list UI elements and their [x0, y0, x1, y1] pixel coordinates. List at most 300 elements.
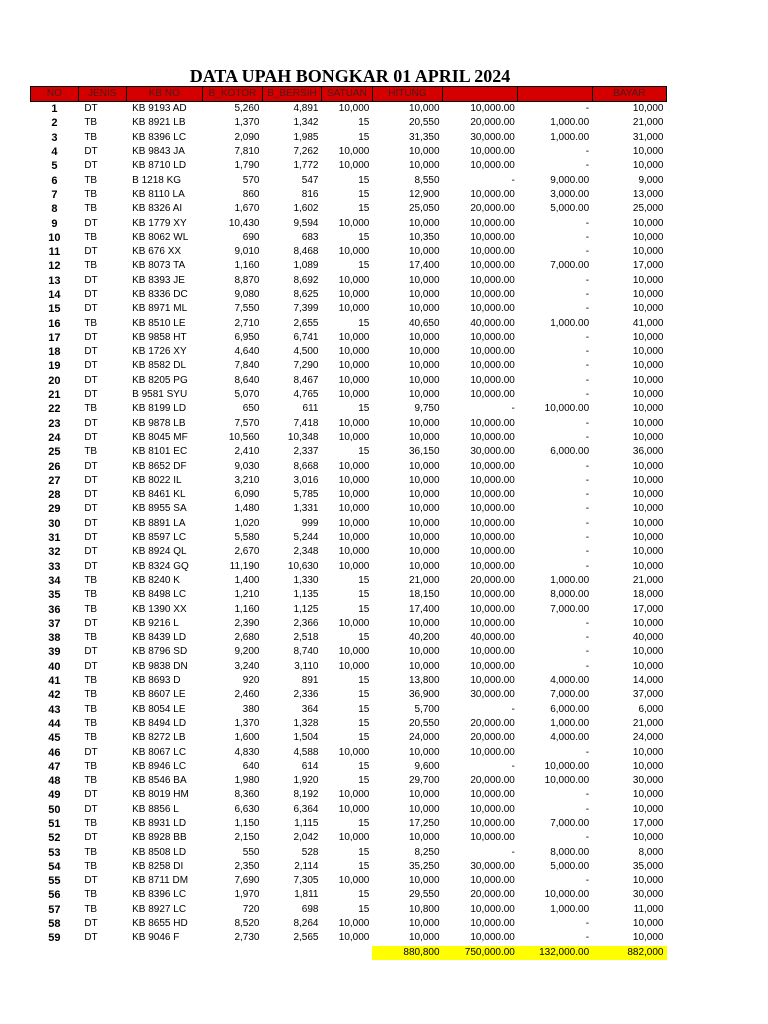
cell-bayar[interactable]: 10,000	[632, 431, 664, 443]
cell-jenis[interactable]: TB	[84, 260, 98, 272]
cell-no[interactable]: 41	[48, 675, 61, 688]
col-header-kb-no[interactable]: KB NO	[126, 87, 202, 102]
cell-b-kotor[interactable]: 4,640	[234, 346, 260, 358]
cell-jenis[interactable]: TB	[84, 632, 98, 644]
cell-amount-1[interactable]: 20,000.00	[470, 203, 515, 215]
cell-b-kotor[interactable]: 4,830	[234, 746, 260, 758]
cell-hitung[interactable]: 29,550	[408, 889, 440, 901]
cell-bayar[interactable]: 10,000	[632, 303, 664, 315]
cell-amount-2[interactable]: -	[585, 746, 590, 758]
cell-hitung[interactable]: 10,000	[408, 460, 440, 472]
cell-satuan[interactable]: 15	[358, 675, 370, 687]
cell-satuan[interactable]: 10,000	[338, 832, 370, 844]
cell-b-kotor[interactable]: 10,560	[228, 431, 260, 443]
cell-jenis[interactable]: DT	[84, 389, 98, 401]
cell-satuan[interactable]: 10,000	[338, 146, 370, 158]
cell-amount-2[interactable]: -	[585, 103, 590, 115]
cell-kb-no[interactable]: KB 8393 JE	[132, 274, 185, 286]
cell-b-bersih[interactable]: 1,115	[294, 817, 319, 829]
cell-kb-no[interactable]: KB 8924 QL	[132, 546, 187, 558]
cell-satuan[interactable]: 15	[358, 574, 370, 586]
cell-amount-1[interactable]: -	[511, 703, 515, 715]
cell-b-kotor[interactable]: 8,360	[234, 789, 260, 801]
cell-bayar[interactable]: 17,000	[632, 260, 664, 272]
cell-no[interactable]: 40	[48, 660, 61, 673]
cell-b-kotor[interactable]: 2,460	[234, 689, 260, 701]
cell-b-bersih[interactable]: 1,331	[293, 503, 319, 515]
cell-jenis[interactable]: DT	[84, 160, 98, 172]
cell-hitung[interactable]: 10,000	[408, 146, 440, 158]
cell-b-kotor[interactable]: 1,370	[234, 117, 260, 129]
cell-amount-1[interactable]: 10,000.00	[470, 460, 515, 472]
cell-jenis[interactable]: DT	[84, 274, 98, 286]
cell-satuan[interactable]: 15	[358, 632, 370, 644]
cell-b-bersih[interactable]: 364	[301, 703, 319, 715]
cell-amount-2[interactable]: 1,000.00	[550, 717, 590, 729]
cell-kb-no[interactable]: KB 8508 LD	[132, 846, 187, 858]
cell-amount-2[interactable]: 10,000.00	[544, 889, 590, 901]
cell-bayar[interactable]: 17,000	[632, 603, 664, 615]
cell-kb-no[interactable]: KB 8258 DI	[132, 860, 184, 872]
cell-amount-1[interactable]: 30,000.00	[470, 689, 515, 701]
cell-amount-1[interactable]: 10,000.00	[470, 589, 515, 601]
cell-kb-no[interactable]: KB 8946 LC	[132, 760, 187, 772]
cell-b-bersih[interactable]: 2,565	[293, 932, 319, 944]
cell-hitung[interactable]: 20,550	[408, 117, 440, 129]
cell-satuan[interactable]: 10,000	[338, 617, 370, 629]
cell-hitung[interactable]: 8,250	[414, 846, 440, 858]
cell-amount-2[interactable]: -	[585, 532, 590, 544]
cell-kb-no[interactable]: KB 8711 DM	[132, 875, 189, 887]
cell-b-bersih[interactable]: 3,016	[293, 474, 319, 486]
cell-jenis[interactable]: DT	[84, 503, 98, 515]
cell-satuan[interactable]: 10,000	[338, 460, 370, 472]
cell-kb-no[interactable]: KB 8652 DF	[132, 460, 187, 472]
cell-satuan[interactable]: 10,000	[338, 517, 370, 529]
cell-kb-no[interactable]: KB 8921 LB	[132, 117, 186, 129]
cell-hitung[interactable]: 10,000	[408, 331, 440, 343]
cell-jenis[interactable]: TB	[84, 446, 98, 458]
cell-satuan[interactable]: 15	[358, 775, 370, 787]
cell-kb-no[interactable]: KB 8971 ML	[132, 303, 188, 315]
cell-jenis[interactable]: TB	[84, 131, 98, 143]
cell-hitung[interactable]: 40,650	[408, 317, 440, 329]
cell-b-bersih[interactable]: 698	[301, 903, 319, 915]
cell-amount-2[interactable]: -	[585, 374, 590, 386]
cell-kb-no[interactable]: KB 8336 DC	[132, 289, 188, 300]
cell-b-bersih[interactable]: 1,135	[293, 589, 319, 601]
cell-amount-1[interactable]: 20,000.00	[470, 717, 515, 729]
cell-kb-no[interactable]: KB 8494 LD	[132, 717, 187, 729]
cell-amount-1[interactable]: 10,000.00	[470, 789, 515, 801]
cell-satuan[interactable]: 10,000	[338, 346, 370, 358]
cell-b-kotor[interactable]: 1,160	[234, 260, 260, 272]
cell-hitung[interactable]: 10,000	[408, 532, 440, 544]
cell-hitung[interactable]: 10,000	[408, 431, 440, 443]
cell-kb-no[interactable]: KB 8710 LD	[132, 160, 187, 172]
cell-b-kotor[interactable]: 8,520	[234, 918, 260, 930]
cell-b-kotor[interactable]: 3,240	[234, 660, 260, 672]
cell-amount-2[interactable]: -	[585, 560, 590, 572]
cell-jenis[interactable]: TB	[84, 188, 98, 200]
cell-no[interactable]: 39	[48, 646, 61, 659]
cell-amount-2[interactable]: 1,000.00	[550, 574, 590, 586]
cell-satuan[interactable]: 10,000	[338, 103, 370, 115]
cell-satuan[interactable]: 15	[358, 260, 370, 272]
cell-hitung[interactable]: 20,550	[408, 717, 440, 729]
cell-b-bersih[interactable]: 7,399	[293, 303, 319, 315]
cell-bayar[interactable]: 37,000	[632, 689, 664, 701]
cell-b-bersih[interactable]: 1,328	[293, 717, 319, 729]
cell-b-kotor[interactable]: 10,430	[228, 217, 260, 229]
cell-amount-1[interactable]: 10,000.00	[470, 246, 515, 258]
cell-hitung[interactable]: 10,000	[408, 346, 440, 358]
cell-b-bersih[interactable]: 999	[301, 517, 319, 529]
cell-hitung[interactable]: 12,900	[408, 188, 440, 200]
cell-amount-1[interactable]: 40,000.00	[470, 317, 515, 329]
cell-no[interactable]: 57	[48, 903, 61, 916]
cell-satuan[interactable]: 15	[358, 117, 370, 129]
cell-amount-2[interactable]: -	[585, 803, 590, 815]
cell-hitung[interactable]: 17,400	[408, 260, 440, 272]
cell-b-kotor[interactable]: 1,160	[234, 603, 260, 615]
cell-bayar[interactable]: 30,000	[632, 889, 664, 901]
cell-bayar[interactable]: 21,000	[632, 717, 664, 729]
cell-bayar[interactable]: 10,000	[632, 417, 664, 429]
cell-bayar[interactable]: 24,000	[632, 732, 664, 744]
cell-jenis[interactable]: DT	[84, 303, 98, 315]
cell-jenis[interactable]: TB	[84, 231, 98, 243]
total-amount-1[interactable]: 750,000.00	[443, 946, 518, 960]
cell-amount-1[interactable]: 10,000.00	[470, 289, 515, 300]
total-bayar[interactable]: 882,000	[592, 946, 666, 960]
cell-amount-1[interactable]: 10,000.00	[470, 875, 515, 887]
cell-hitung[interactable]: 5,700	[414, 703, 440, 715]
cell-no[interactable]: 49	[48, 789, 61, 802]
cell-hitung[interactable]: 10,000	[408, 918, 440, 930]
cell-no[interactable]: 16	[48, 317, 61, 330]
cell-amount-2[interactable]: -	[585, 431, 590, 443]
cell-no[interactable]: 56	[48, 889, 61, 902]
cell-b-bersih[interactable]: 10,348	[287, 431, 319, 443]
cell-kb-no[interactable]: KB 676 XX	[132, 246, 182, 258]
cell-b-kotor[interactable]: 1,480	[234, 503, 260, 515]
cell-no[interactable]: 6	[51, 174, 58, 187]
cell-kb-no[interactable]: KB 8546 BA	[132, 775, 187, 787]
cell-b-kotor[interactable]: 640	[242, 760, 260, 772]
cell-amount-2[interactable]: -	[585, 617, 590, 629]
cell-kb-no[interactable]: KB 8110 LA	[132, 188, 185, 200]
cell-bayar[interactable]: 10,000	[632, 403, 664, 415]
cell-hitung[interactable]: 10,000	[408, 246, 440, 258]
cell-satuan[interactable]: 15	[358, 203, 370, 215]
cell-satuan[interactable]: 15	[358, 131, 370, 143]
cell-b-bersih[interactable]: 8,467	[293, 374, 319, 386]
cell-amount-1[interactable]: 30,000.00	[470, 446, 515, 458]
col-header-no[interactable]: NO	[31, 87, 79, 102]
cell-bayar[interactable]: 10,000	[632, 932, 664, 944]
cell-amount-2[interactable]: -	[585, 789, 590, 801]
cell-b-kotor[interactable]: 2,090	[234, 131, 260, 143]
cell-b-bersih[interactable]: 2,114	[294, 860, 319, 872]
cell-bayar[interactable]: 13,000	[632, 188, 664, 200]
total-amount-2[interactable]: 132,000.00	[518, 946, 592, 960]
cell-kb-no[interactable]: KB 8240 K	[132, 574, 180, 586]
cell-satuan[interactable]: 10,000	[338, 303, 370, 315]
cell-amount-2[interactable]: -	[585, 460, 590, 472]
cell-amount-2[interactable]: -	[585, 517, 590, 529]
cell-kb-no[interactable]: KB 8205 PG	[132, 374, 188, 386]
cell-amount-2[interactable]: -	[585, 832, 590, 844]
cell-satuan[interactable]: 10,000	[338, 389, 370, 401]
cell-amount-1[interactable]: 10,000.00	[470, 160, 515, 172]
cell-amount-1[interactable]: 10,000.00	[470, 903, 515, 915]
cell-amount-2[interactable]: 8,000.00	[550, 589, 590, 601]
cell-b-kotor[interactable]: 5,260	[234, 103, 260, 115]
cell-b-bersih[interactable]: 7,305	[293, 875, 319, 887]
cell-b-kotor[interactable]: 7,570	[234, 417, 260, 429]
cell-kb-no[interactable]: KB 8928 BB	[132, 832, 187, 844]
cell-b-kotor[interactable]: 11,190	[229, 560, 260, 572]
cell-b-bersih[interactable]: 7,418	[293, 417, 319, 429]
cell-bayar[interactable]: 17,000	[632, 817, 664, 829]
cell-b-bersih[interactable]: 1,985	[293, 131, 319, 143]
cell-hitung[interactable]: 10,000	[408, 646, 440, 658]
cell-jenis[interactable]: DT	[84, 331, 98, 343]
cell-amount-2[interactable]: 9,000.00	[550, 174, 590, 186]
cell-jenis[interactable]: DT	[84, 474, 98, 486]
cell-amount-2[interactable]: 7,000.00	[550, 689, 590, 701]
cell-satuan[interactable]: 10,000	[338, 660, 370, 672]
cell-bayar[interactable]: 10,000	[632, 289, 664, 300]
cell-satuan[interactable]: 15	[358, 403, 370, 415]
cell-amount-2[interactable]: 5,000.00	[550, 860, 590, 872]
cell-satuan[interactable]: 15	[358, 174, 370, 186]
cell-amount-1[interactable]: 10,000.00	[470, 603, 515, 615]
cell-hitung[interactable]: 18,150	[408, 589, 440, 601]
cell-b-bersih[interactable]: 1,342	[293, 117, 319, 129]
cell-kb-no[interactable]: KB 8396 LC	[132, 131, 187, 143]
cell-hitung[interactable]: 10,000	[408, 932, 440, 944]
cell-b-kotor[interactable]: 1,370	[234, 717, 260, 729]
cell-bayar[interactable]: 8,000	[638, 846, 664, 858]
cell-jenis[interactable]: TB	[84, 775, 98, 787]
cell-bayar[interactable]: 25,000	[632, 203, 664, 215]
cell-kb-no[interactable]: KB 1779 XY	[132, 217, 187, 229]
cell-b-bersih[interactable]: 2,348	[293, 546, 319, 558]
cell-satuan[interactable]: 10,000	[338, 431, 370, 443]
cell-kb-no[interactable]: KB 8062 WL	[132, 231, 189, 243]
cell-b-bersih[interactable]: 1,504	[293, 732, 319, 744]
cell-amount-1[interactable]: 20,000.00	[470, 117, 515, 129]
cell-jenis[interactable]: DT	[84, 646, 98, 658]
cell-b-kotor[interactable]: 7,840	[234, 360, 260, 372]
cell-no[interactable]: 18	[48, 346, 61, 359]
cell-amount-1[interactable]: 10,000.00	[470, 503, 515, 515]
cell-b-bersih[interactable]: 891	[301, 675, 319, 687]
cell-bayar[interactable]: 10,000	[632, 918, 664, 930]
cell-hitung[interactable]: 10,000	[408, 274, 440, 286]
cell-no[interactable]: 43	[48, 703, 61, 716]
cell-jenis[interactable]: DT	[84, 360, 98, 372]
cell-amount-2[interactable]: -	[585, 289, 590, 300]
cell-jenis[interactable]: TB	[84, 174, 98, 186]
cell-hitung[interactable]: 17,400	[408, 603, 440, 615]
cell-jenis[interactable]: TB	[84, 403, 98, 415]
cell-satuan[interactable]: 10,000	[338, 474, 370, 486]
cell-b-bersih[interactable]: 4,765	[293, 389, 319, 401]
cell-b-kotor[interactable]: 1,670	[234, 203, 260, 215]
cell-kb-no[interactable]: KB 8045 MF	[132, 431, 188, 443]
cell-no[interactable]: 37	[48, 617, 61, 630]
cell-no[interactable]: 50	[48, 803, 61, 816]
cell-bayar[interactable]: 10,000	[632, 160, 664, 172]
cell-b-kotor[interactable]: 8,870	[234, 274, 260, 286]
cell-kb-no[interactable]: B 9581 SYU	[132, 389, 188, 401]
cell-b-bersih[interactable]: 2,655	[293, 317, 319, 329]
cell-kb-no[interactable]: KB 1726 XY	[132, 346, 187, 358]
cell-amount-2[interactable]: -	[585, 489, 590, 501]
cell-amount-1[interactable]: 10,000.00	[470, 231, 515, 243]
cell-amount-1[interactable]: -	[511, 403, 515, 415]
cell-amount-2[interactable]: -	[585, 417, 590, 429]
cell-bayar[interactable]: 21,000	[632, 574, 664, 586]
cell-kb-no[interactable]: KB 8498 LC	[132, 589, 187, 601]
cell-satuan[interactable]: 15	[358, 703, 370, 715]
cell-amount-1[interactable]: 10,000.00	[470, 374, 515, 386]
cell-kb-no[interactable]: KB 8461 KL	[132, 489, 186, 501]
cell-bayar[interactable]: 10,000	[632, 360, 664, 372]
cell-satuan[interactable]: 15	[358, 889, 370, 901]
cell-jenis[interactable]: TB	[84, 860, 98, 872]
cell-jenis[interactable]: DT	[84, 746, 98, 758]
cell-no[interactable]: 12	[48, 260, 61, 273]
cell-jenis[interactable]: DT	[84, 918, 98, 930]
cell-bayar[interactable]: 9,000	[638, 174, 664, 186]
cell-jenis[interactable]: TB	[84, 589, 98, 601]
cell-hitung[interactable]: 10,000	[408, 560, 440, 572]
cell-amount-1[interactable]: 10,000.00	[470, 932, 515, 944]
cell-no[interactable]: 14	[48, 289, 61, 301]
cell-hitung[interactable]: 10,000	[408, 546, 440, 558]
cell-b-kotor[interactable]: 570	[242, 174, 260, 186]
cell-hitung[interactable]: 21,000	[408, 574, 440, 586]
cell-bayar[interactable]: 10,000	[632, 460, 664, 472]
cell-no[interactable]: 21	[48, 389, 61, 402]
cell-hitung[interactable]: 10,350	[408, 231, 440, 243]
cell-kb-no[interactable]: B 1218 KG	[132, 174, 182, 186]
cell-hitung[interactable]: 35,250	[408, 860, 440, 872]
cell-no[interactable]: 46	[48, 746, 61, 759]
cell-no[interactable]: 26	[48, 460, 61, 473]
cell-amount-2[interactable]: 5,000.00	[550, 203, 590, 215]
cell-jenis[interactable]: TB	[84, 846, 98, 858]
cell-jenis[interactable]: TB	[84, 203, 98, 215]
cell-jenis[interactable]: DT	[84, 832, 98, 844]
cell-b-kotor[interactable]: 2,350	[234, 860, 260, 872]
cell-kb-no[interactable]: KB 8655 HD	[132, 918, 188, 930]
col-header-blank-2[interactable]	[518, 87, 592, 102]
cell-jenis[interactable]: DT	[84, 246, 98, 258]
cell-bayar[interactable]: 14,000	[632, 675, 664, 687]
cell-kb-no[interactable]: KB 8856 L	[132, 803, 179, 815]
cell-amount-2[interactable]: 1,000.00	[550, 903, 590, 915]
cell-bayar[interactable]: 10,000	[632, 374, 664, 386]
cell-b-kotor[interactable]: 920	[242, 675, 260, 687]
cell-satuan[interactable]: 15	[358, 188, 370, 200]
cell-amount-1[interactable]: 10,000.00	[470, 474, 515, 486]
cell-hitung[interactable]: 31,350	[408, 131, 440, 143]
cell-b-bersih[interactable]: 7,290	[293, 360, 319, 372]
cell-bayar[interactable]: 10,000	[632, 389, 664, 401]
cell-bayar[interactable]: 10,000	[632, 474, 664, 486]
cell-no[interactable]: 5	[51, 160, 58, 173]
cell-amount-1[interactable]: 40,000.00	[470, 632, 515, 644]
cell-b-bersih[interactable]: 614	[301, 760, 319, 772]
cell-satuan[interactable]: 15	[358, 903, 370, 915]
cell-jenis[interactable]: TB	[84, 117, 98, 129]
cell-kb-no[interactable]: KB 8054 LE	[132, 703, 186, 715]
cell-jenis[interactable]: DT	[84, 103, 98, 115]
cell-satuan[interactable]: 15	[358, 732, 370, 744]
cell-bayar[interactable]: 10,000	[632, 789, 664, 801]
cell-b-kotor[interactable]: 1,150	[234, 817, 260, 829]
cell-bayar[interactable]: 10,000	[632, 760, 664, 772]
cell-amount-2[interactable]: 10,000.00	[544, 760, 590, 772]
cell-amount-2[interactable]: -	[585, 646, 590, 658]
cell-hitung[interactable]: 10,000	[408, 789, 440, 801]
cell-satuan[interactable]: 10,000	[338, 503, 370, 515]
cell-jenis[interactable]: DT	[84, 289, 98, 300]
cell-bayar[interactable]: 10,000	[632, 274, 664, 286]
cell-jenis[interactable]: DT	[84, 431, 98, 443]
cell-bayar[interactable]: 10,000	[632, 532, 664, 544]
cell-amount-1[interactable]: 10,000.00	[470, 260, 515, 272]
cell-amount-2[interactable]: 1,000.00	[550, 117, 590, 129]
cell-no[interactable]: 8	[51, 203, 58, 216]
cell-b-bersih[interactable]: 9,594	[293, 217, 319, 229]
cell-bayar[interactable]: 10,000	[632, 517, 664, 529]
cell-satuan[interactable]: 15	[358, 846, 370, 858]
cell-satuan[interactable]: 10,000	[338, 417, 370, 429]
cell-satuan[interactable]: 10,000	[338, 789, 370, 801]
cell-amount-2[interactable]: 3,000.00	[550, 188, 590, 200]
cell-amount-2[interactable]: -	[585, 346, 590, 358]
cell-bayar[interactable]: 21,000	[632, 117, 664, 129]
cell-satuan[interactable]: 10,000	[338, 246, 370, 258]
cell-no[interactable]: 24	[48, 431, 61, 444]
cell-hitung[interactable]: 10,000	[408, 489, 440, 501]
cell-satuan[interactable]: 10,000	[338, 918, 370, 930]
cell-b-kotor[interactable]: 9,080	[234, 289, 260, 300]
cell-amount-2[interactable]: 10,000.00	[544, 775, 590, 787]
col-header-b-kotor[interactable]: B_KOTOR	[202, 87, 262, 102]
cell-satuan[interactable]: 15	[358, 817, 370, 829]
cell-jenis[interactable]: DT	[84, 660, 98, 672]
cell-b-bersih[interactable]: 2,366	[293, 617, 319, 629]
cell-b-kotor[interactable]: 6,090	[234, 489, 260, 501]
cell-jenis[interactable]: TB	[84, 317, 98, 329]
cell-amount-2[interactable]: -	[585, 503, 590, 515]
cell-kb-no[interactable]: KB 8272 LB	[132, 732, 186, 744]
cell-b-bersih[interactable]: 611	[302, 403, 319, 415]
cell-no[interactable]: 7	[51, 188, 58, 201]
cell-b-kotor[interactable]: 380	[242, 703, 260, 715]
cell-bayar[interactable]: 10,000	[632, 646, 664, 658]
cell-hitung[interactable]: 13,800	[408, 675, 440, 687]
cell-b-bersih[interactable]: 5,244	[293, 532, 319, 544]
cell-no[interactable]: 28	[48, 489, 61, 502]
